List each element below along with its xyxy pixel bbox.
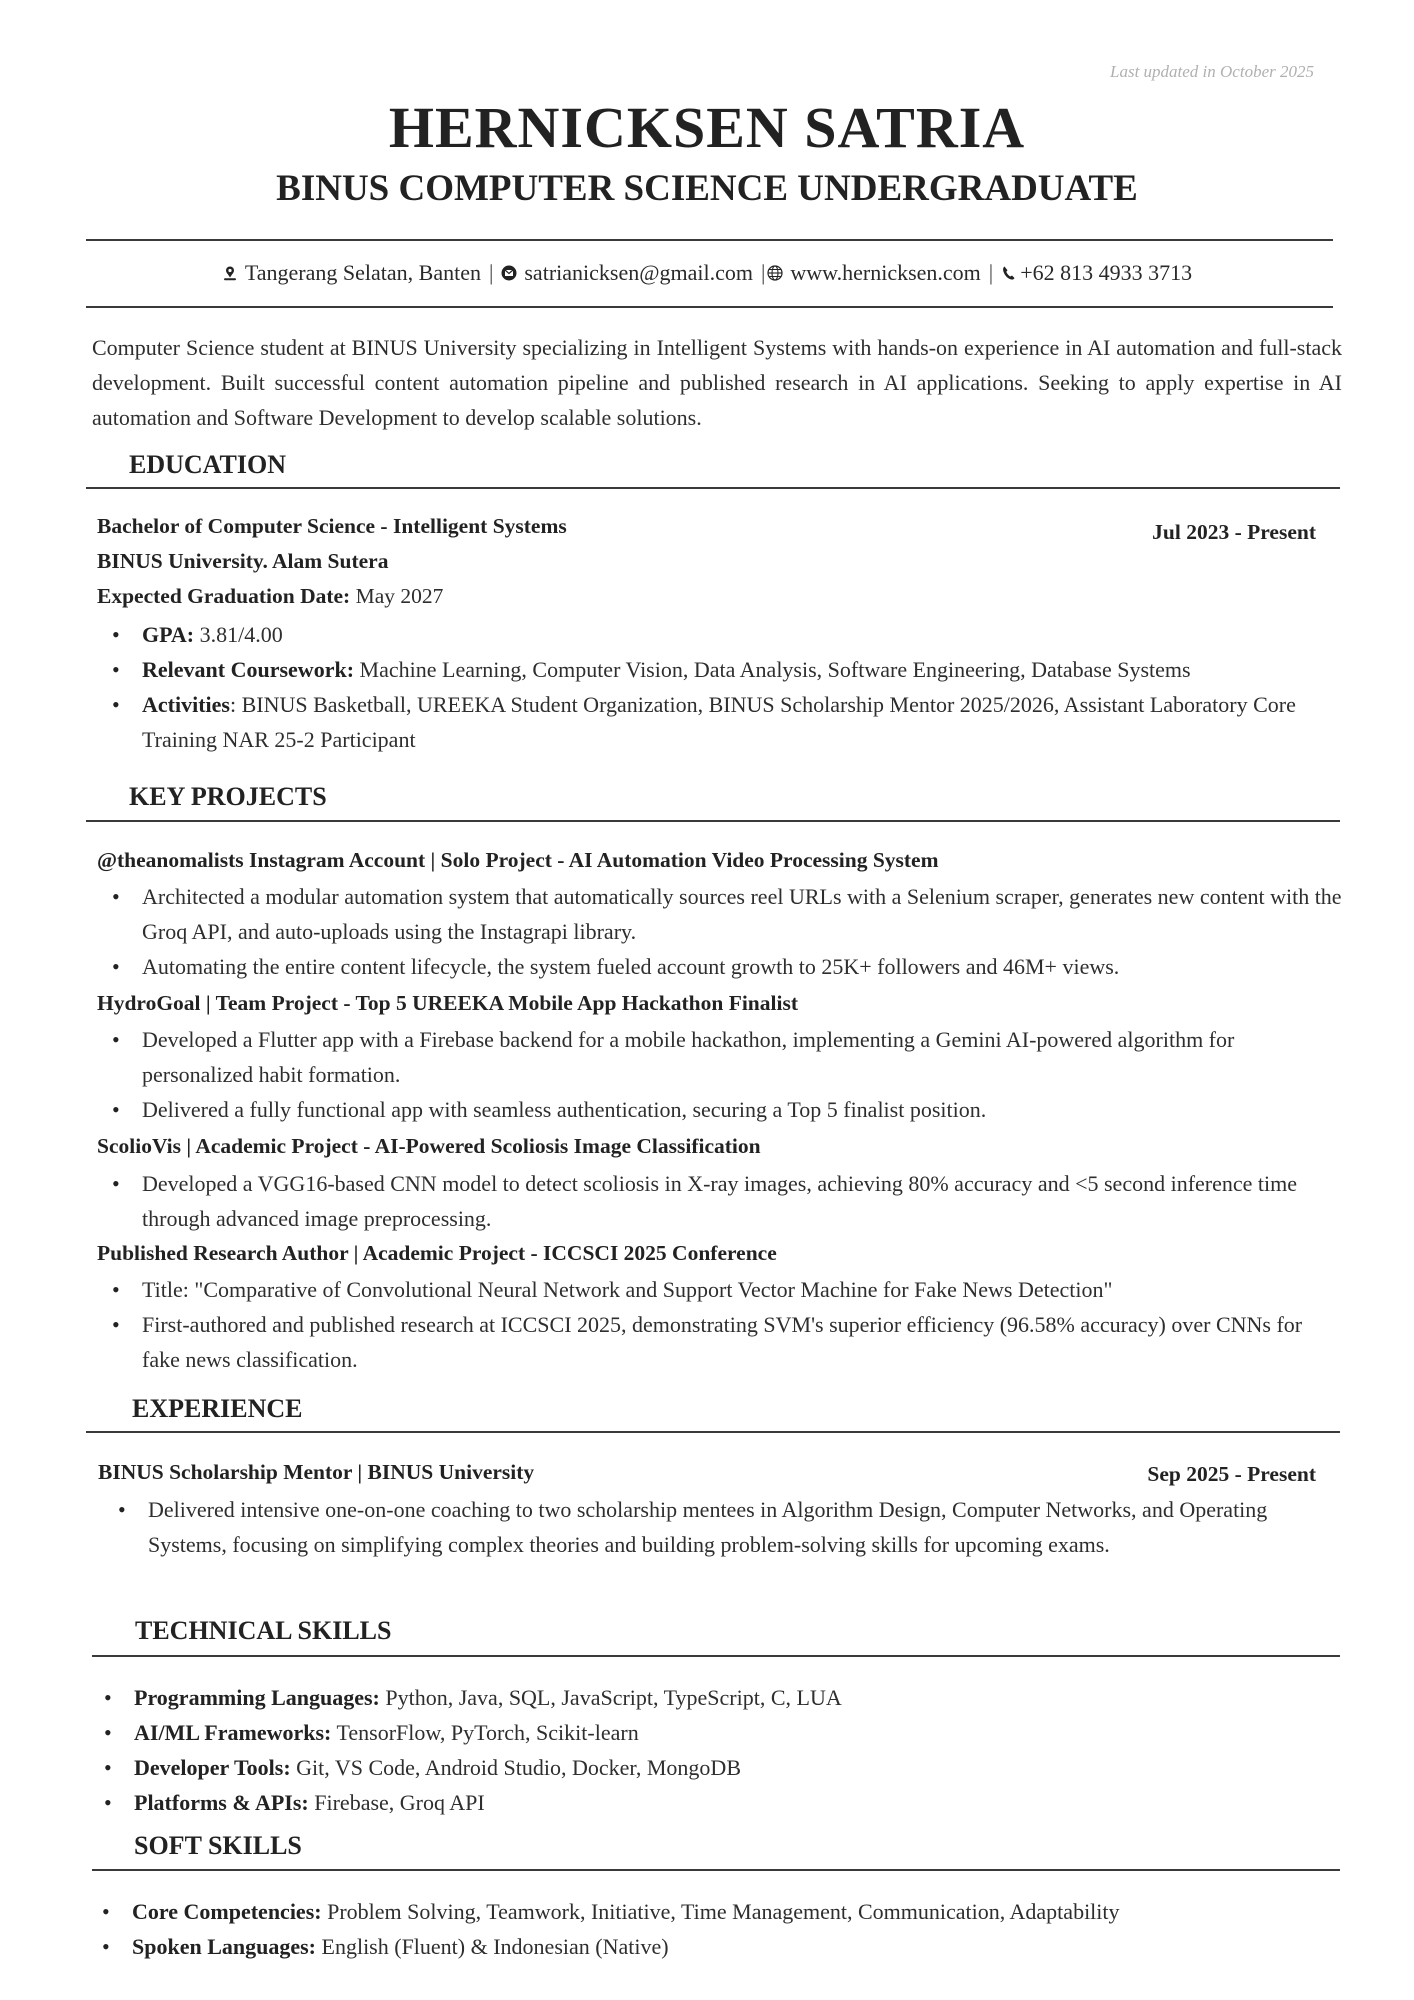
section-heading-projects: KEY PROJECTS [129,782,327,811]
envelope-icon [501,265,517,281]
skill-values: TensorFlow, PyTorch, Scikit-learn [336,1720,639,1745]
list-item: • Automating the entire content lifecycle, the system fueled account growth to 25K+ followers and 46M+ views. [142,949,1357,984]
candidate-name: HERNICKSEN SATRIA [388,95,1026,160]
list-item [142,687,1322,757]
skill-label: Platforms & APIs: [134,1790,309,1815]
section-heading-education: EDUCATION [129,450,286,479]
bullet-text: : BINUS Basketball, UREEKA Student Organization, BINUS Scholarship Mentor 2025/2026, Assistant Laboratory Core Training NAR 25-2 Participant [142,692,1296,752]
contact-website[interactable] [767,258,980,288]
contact-bar [0,258,1414,288]
skill-values: Git, VS Code, Android Studio, Docker, MongoDB [296,1755,741,1780]
contact-phone[interactable] [1001,258,1192,288]
contact-separator: | [488,260,494,285]
education-school: BINUS University. Alam Sutera [97,549,389,573]
contact-website-text[interactable]: www.hernicksen.com [790,260,981,285]
skill-values: Firebase, Groq API [314,1790,485,1815]
map-pin-icon [222,265,238,281]
last-updated-note: Last updated in October 2025 [1110,62,1314,81]
list-item [134,1785,1334,1820]
skill-values: Python, Java, SQL, JavaScript, TypeScript, C, LUA [385,1685,842,1710]
skill-label: Core Competencies: [132,1899,322,1924]
section-divider-technical-skills [92,1655,1340,1657]
bullet-text: 3.81/4.00 [199,622,283,647]
list-item: • Delivered a fully functional app with seamless authentication, securing a Top 5 finalist position. [142,1092,1292,1127]
skill-label: Spoken Languages: [132,1934,317,1959]
experience-bullets [148,1492,1298,1562]
contact-separator: | [988,260,994,285]
education-date: Jul 2023 - Present [1152,520,1316,544]
section-divider-projects [86,820,1340,822]
skill-label: AI/ML Frameworks: [134,1720,332,1745]
contact-separator: | [760,260,766,285]
bullet-label: GPA: [142,622,195,647]
contact-phone-text[interactable]: +62 813 4933 3713 [1020,260,1193,285]
list-item [142,652,1352,687]
section-divider-experience [86,1431,1340,1433]
project-bullets [142,879,1357,984]
skill-label: Developer Tools: [134,1755,291,1780]
list-item [134,1750,1334,1785]
graduation-value: May 2027 [355,584,444,608]
experience-title: BINUS Scholarship Mentor | BINUS University [98,1460,535,1484]
globe-icon [767,265,783,281]
list-item: • Delivered intensive one-on-one coaching to two scholarship mentees in Algorithm Design, Computer Networks, and Operating Systems, focusing on simplifying complex theories and building problem-solving skills for upcoming exams. [148,1492,1298,1562]
professional-summary: Computer Science student at BINUS University specializing in Intelligent Systems with hands-on experience in AI automation and full-stack development. Built successful content automation pipeline and published research in AI applications. Seeking to apply expertise in AI automation and Software Development to develop scalable solutions. [92,335,1342,430]
project-title: HydroGoal | Team Project - Top 5 UREEKA Mobile App Hackathon Finalist [97,991,798,1015]
list-item: • Architected a modular automation system that automatically sources reel URLs with a Selenium scraper, generates new content with the Groq API, and auto-uploads using the Instagrapi library. [142,879,1357,949]
project-title: @theanomalists Instagram Account | Solo Project - AI Automation Video Processing System [97,848,939,872]
list-item [132,1894,1332,1929]
skill-values: Problem Solving, Teamwork, Initiative, Time Management, Communication, Adaptability [327,1899,1120,1924]
contact-location [222,258,481,288]
section-divider-education [86,487,1340,489]
skill-label: Programming Languages: [134,1685,380,1710]
contact-location-text: Tangerang Selatan, Banten [244,260,481,285]
list-item [132,1929,1332,1964]
project-bullets [142,1022,1292,1127]
experience-date: Sep 2025 - Present [1147,1462,1316,1486]
section-heading-technical-skills: TECHNICAL SKILLS [135,1616,392,1645]
list-item [142,617,1352,652]
header-divider-top [86,239,1333,241]
education-degree: Bachelor of Computer Science - Intelligent Systems [97,514,567,538]
list-item [134,1680,1334,1715]
list-item: • Developed a VGG16-based CNN model to detect scoliosis in X-ray images, achieving 80% accuracy and <5 second inference time through advanced image preprocessing. [142,1166,1342,1236]
list-item: • Title: "Comparative of Convolutional Neural Network and Support Vector Machine for Fake News Detection" [142,1272,1342,1307]
project-title: ScolioVis | Academic Project - AI-Powered Scoliosis Image Classification [97,1134,761,1158]
project-bullets [142,1272,1342,1377]
list-item: • First-authored and published research at ICCSCI 2025, demonstrating SVM's superior efficiency (96.58% accuracy) over CNNs for fake news classification. [142,1307,1342,1377]
education-bullets [142,617,1352,757]
section-divider-soft-skills [92,1869,1340,1871]
project-bullets [142,1166,1342,1236]
soft-skills-list [132,1894,1332,1964]
header-divider-bottom [86,306,1333,308]
contact-email-text[interactable]: satrianicksen@gmail.com [524,260,753,285]
contact-email[interactable] [501,258,753,288]
project-title: Published Research Author | Academic Project - ICCSCI 2025 Conference [97,1241,777,1265]
list-item [134,1715,1334,1750]
graduation-label: Expected Graduation Date: [97,584,351,608]
technical-skills-list [134,1680,1334,1820]
candidate-subtitle: BINUS COMPUTER SCIENCE UNDERGRADUATE [276,168,1138,209]
list-item: • Developed a Flutter app with a Firebase backend for a mobile hackathon, implementing a Gemini AI-powered algorithm for personalized habit formation. [142,1022,1292,1092]
section-heading-soft-skills: SOFT SKILLS [134,1831,302,1860]
section-heading-experience: EXPERIENCE [132,1394,303,1423]
bullet-text: Machine Learning, Computer Vision, Data Analysis, Software Engineering, Database Systems [359,657,1191,682]
bullet-label: Relevant Coursework: [142,657,355,682]
education-graduation [97,581,443,611]
phone-icon [1001,265,1017,281]
bullet-label: Activities [142,692,230,717]
skill-values: English (Fluent) & Indonesian (Native) [321,1934,669,1959]
